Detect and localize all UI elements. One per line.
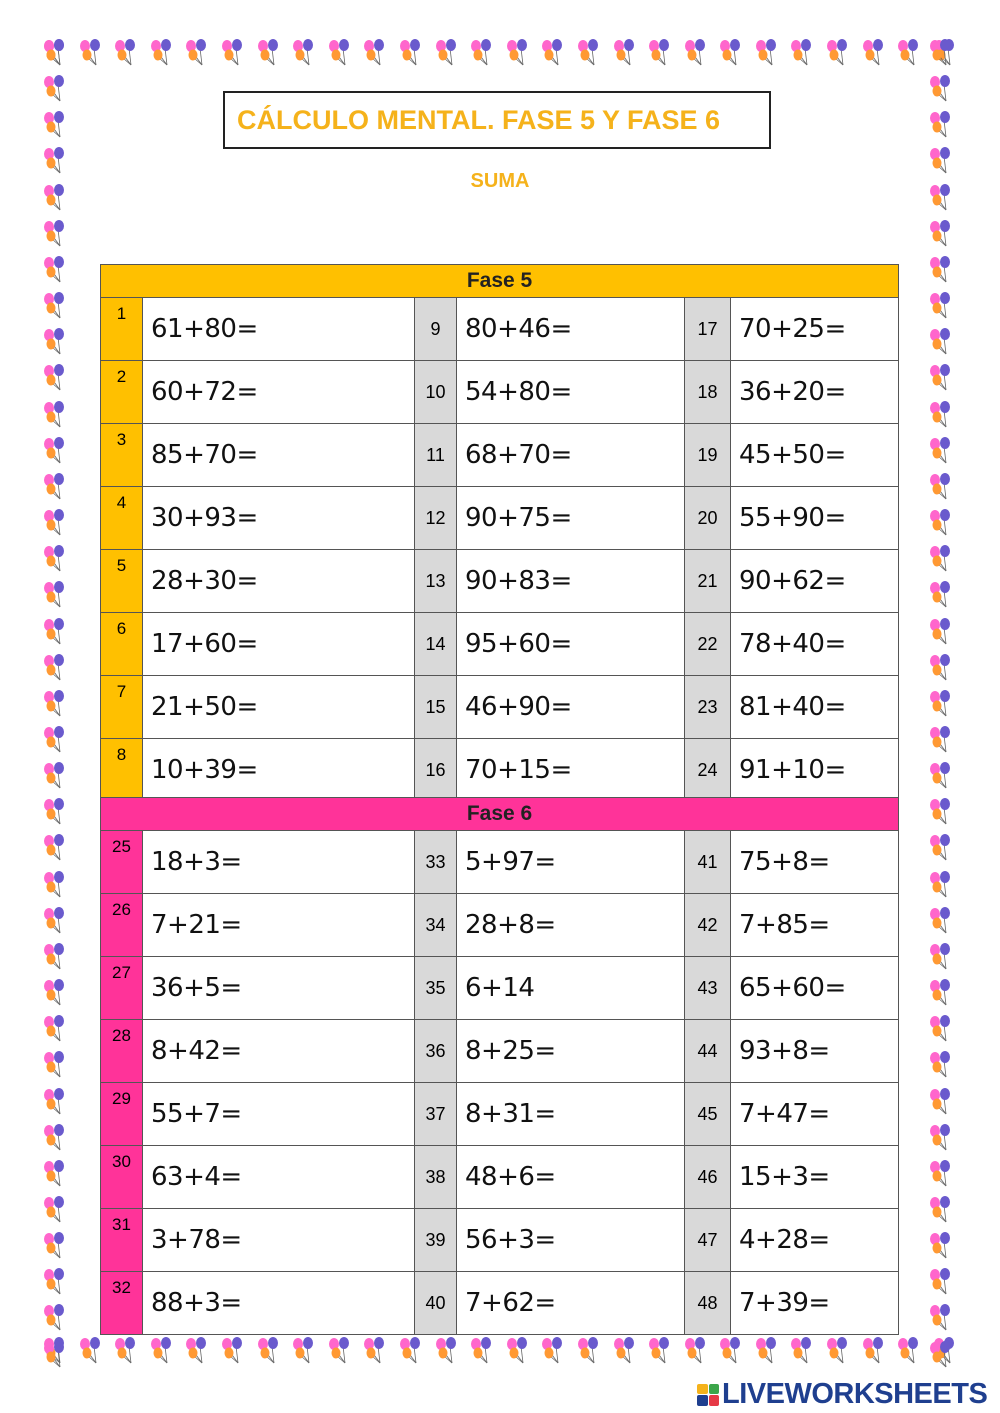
- exercise-operation[interactable]: 78+40=: [731, 613, 899, 676]
- exercise-number: 39: [415, 1209, 457, 1272]
- table-row: [101, 1209, 899, 1272]
- exercise-number: 7: [101, 676, 143, 739]
- exercise-number: 23: [685, 676, 731, 739]
- balloon-icon: [40, 363, 70, 393]
- exercise-number: 16: [415, 739, 457, 802]
- exercise-number: 20: [685, 487, 731, 550]
- exercise-number: 44: [685, 1020, 731, 1083]
- exercise-operation[interactable]: 7+62=: [457, 1272, 685, 1335]
- balloon-icon: [40, 1340, 70, 1370]
- balloon-icon: [325, 1336, 355, 1366]
- exercise-operation[interactable]: 7+21=: [143, 894, 415, 957]
- balloon-icon: [926, 255, 956, 285]
- table-row: [101, 424, 899, 487]
- balloon-icon: [926, 653, 956, 683]
- exercise-operation[interactable]: 55+90=: [731, 487, 899, 550]
- balloon-icon: [40, 1014, 70, 1044]
- exercise-operation[interactable]: 28+8=: [457, 894, 685, 957]
- exercise-operation[interactable]: 68+70=: [457, 424, 685, 487]
- balloon-icon: [503, 38, 533, 68]
- balloon-icon: [396, 1336, 426, 1366]
- exercise-number: 12: [415, 487, 457, 550]
- balloon-icon: [40, 1303, 70, 1333]
- exercise-operation[interactable]: 5+97=: [457, 831, 685, 894]
- table-row: [101, 1146, 899, 1209]
- exercise-number: 5: [101, 550, 143, 613]
- exercise-operation[interactable]: 28+30=: [143, 550, 415, 613]
- balloon-icon: [926, 472, 956, 502]
- exercise-operation[interactable]: 55+7=: [143, 1083, 415, 1146]
- balloon-border-top: [40, 38, 960, 72]
- balloon-icon: [40, 870, 70, 900]
- exercise-operation[interactable]: 6+14: [457, 957, 685, 1020]
- table-row: [101, 1083, 899, 1146]
- balloon-icon: [289, 38, 319, 68]
- exercise-operation[interactable]: 90+62=: [731, 550, 899, 613]
- exercise-operation[interactable]: 60+72=: [143, 361, 415, 424]
- liveworksheets-logo-icon: [697, 1384, 719, 1406]
- exercise-number: 27: [101, 957, 143, 1020]
- exercise-number: 31: [101, 1209, 143, 1272]
- exercise-operation[interactable]: 36+5=: [143, 957, 415, 1020]
- balloon-icon: [574, 38, 604, 68]
- balloon-icon: [716, 38, 746, 68]
- balloon-icon: [40, 689, 70, 719]
- balloon-icon: [926, 1303, 956, 1333]
- exercise-number: 41: [685, 831, 731, 894]
- balloon-icon: [926, 725, 956, 755]
- balloon-icon: [859, 1336, 889, 1366]
- balloon-icon: [396, 38, 426, 68]
- exercise-number: 17: [685, 298, 731, 361]
- balloon-icon: [76, 38, 106, 68]
- table-row: [101, 298, 899, 361]
- balloon-icon: [360, 1336, 390, 1366]
- balloon-icon: [40, 110, 70, 140]
- balloon-icon: [40, 400, 70, 430]
- balloon-icon: [926, 436, 956, 466]
- balloon-icon: [325, 38, 355, 68]
- balloon-icon: [926, 1195, 956, 1225]
- balloon-icon: [40, 219, 70, 249]
- exercise-number: 25: [101, 831, 143, 894]
- exercise-number: 29: [101, 1083, 143, 1146]
- exercise-number: 47: [685, 1209, 731, 1272]
- balloon-icon: [926, 942, 956, 972]
- balloon-icon: [40, 1267, 70, 1297]
- exercise-number: 46: [685, 1146, 731, 1209]
- balloon-icon: [40, 1231, 70, 1261]
- balloon-icon: [681, 1336, 711, 1366]
- balloon-icon: [926, 1123, 956, 1153]
- balloon-icon: [360, 38, 390, 68]
- balloon-icon: [432, 38, 462, 68]
- exercise-operation[interactable]: 88+3=: [143, 1272, 415, 1335]
- exercise-operation[interactable]: 46+90=: [457, 676, 685, 739]
- exercise-operation[interactable]: 75+8=: [731, 831, 899, 894]
- exercise-number: 22: [685, 613, 731, 676]
- table-row: [101, 361, 899, 424]
- exercise-number: 35: [415, 957, 457, 1020]
- balloon-icon: [787, 38, 817, 68]
- exercise-number: 2: [101, 361, 143, 424]
- balloon-icon: [716, 1336, 746, 1366]
- balloon-icon: [823, 38, 853, 68]
- exercise-number: 3: [101, 424, 143, 487]
- balloon-icon: [40, 906, 70, 936]
- exercise-number: 43: [685, 957, 731, 1020]
- exercise-operation[interactable]: 7+39=: [731, 1272, 899, 1335]
- exercise-number: 40: [415, 1272, 457, 1335]
- table-row: [101, 1020, 899, 1083]
- exercise-operation[interactable]: 65+60=: [731, 957, 899, 1020]
- exercise-number: 21: [685, 550, 731, 613]
- table-row: [101, 894, 899, 957]
- balloon-icon: [926, 1231, 956, 1261]
- exercise-number: 32: [101, 1272, 143, 1335]
- balloon-icon: [926, 1267, 956, 1297]
- balloon-icon: [40, 1050, 70, 1080]
- table-row: [101, 1272, 899, 1335]
- balloon-icon: [926, 38, 956, 68]
- balloon-icon: [926, 219, 956, 249]
- balloon-icon: [681, 38, 711, 68]
- balloon-icon: [40, 544, 70, 574]
- exercise-number: 13: [415, 550, 457, 613]
- exercise-number: 19: [685, 424, 731, 487]
- table-row: [101, 613, 899, 676]
- exercise-operation[interactable]: 10+39=: [143, 739, 415, 802]
- exercise-number: 26: [101, 894, 143, 957]
- balloon-icon: [574, 1336, 604, 1366]
- exercise-number: 37: [415, 1083, 457, 1146]
- exercise-operation[interactable]: 17+60=: [143, 613, 415, 676]
- exercise-operation[interactable]: 90+83=: [457, 550, 685, 613]
- balloon-icon: [40, 761, 70, 791]
- balloon-icon: [926, 761, 956, 791]
- balloon-icon: [40, 255, 70, 285]
- exercise-operation[interactable]: 30+93=: [143, 487, 415, 550]
- balloon-icon: [40, 74, 70, 104]
- balloon-icon: [859, 38, 889, 68]
- balloon-icon: [787, 1336, 817, 1366]
- balloon-icon: [218, 38, 248, 68]
- exercise-operation[interactable]: 93+8=: [731, 1020, 899, 1083]
- balloon-icon: [926, 1340, 956, 1370]
- exercise-operation[interactable]: 8+42=: [143, 1020, 415, 1083]
- balloon-border-left: [40, 38, 74, 1370]
- balloon-icon: [926, 580, 956, 610]
- balloon-icon: [926, 327, 956, 357]
- balloon-icon: [40, 327, 70, 357]
- exercise-number: 14: [415, 613, 457, 676]
- balloon-icon: [182, 1336, 212, 1366]
- exercise-operation[interactable]: 8+25=: [457, 1020, 685, 1083]
- balloon-icon: [926, 617, 956, 647]
- exercise-operation[interactable]: 61+80=: [143, 298, 415, 361]
- balloon-icon: [254, 1336, 284, 1366]
- exercise-number: 48: [685, 1272, 731, 1335]
- balloon-icon: [926, 1159, 956, 1189]
- balloon-icon: [926, 74, 956, 104]
- balloon-icon: [752, 1336, 782, 1366]
- balloon-icon: [111, 38, 141, 68]
- balloon-icon: [645, 38, 675, 68]
- exercise-operation[interactable]: 45+50=: [731, 424, 899, 487]
- balloon-icon: [926, 291, 956, 321]
- balloon-icon: [926, 870, 956, 900]
- exercise-number: 36: [415, 1020, 457, 1083]
- balloon-icon: [40, 797, 70, 827]
- exercise-number: 10: [415, 361, 457, 424]
- balloon-icon: [289, 1336, 319, 1366]
- balloon-icon: [926, 1087, 956, 1117]
- exercise-operation[interactable]: 90+75=: [457, 487, 685, 550]
- exercise-operation[interactable]: 80+46=: [457, 298, 685, 361]
- exercise-number: 9: [415, 298, 457, 361]
- fase6-header: Fase 6: [101, 798, 899, 831]
- balloon-icon: [76, 1336, 106, 1366]
- exercise-operation[interactable]: 70+25=: [731, 298, 899, 361]
- balloon-icon: [926, 544, 956, 574]
- exercise-operation[interactable]: 81+40=: [731, 676, 899, 739]
- fase5-table: [100, 264, 899, 802]
- balloon-icon: [926, 1050, 956, 1080]
- exercise-operation[interactable]: 15+3=: [731, 1146, 899, 1209]
- exercise-operation[interactable]: 7+85=: [731, 894, 899, 957]
- balloon-icon: [40, 1123, 70, 1153]
- balloon-icon: [40, 580, 70, 610]
- balloon-icon: [40, 725, 70, 755]
- balloon-icon: [926, 110, 956, 140]
- exercise-number: 11: [415, 424, 457, 487]
- balloon-icon: [610, 1336, 640, 1366]
- fase6-table: [100, 797, 899, 1335]
- exercise-operation[interactable]: 7+47=: [731, 1083, 899, 1146]
- balloon-icon: [40, 508, 70, 538]
- balloon-icon: [40, 653, 70, 683]
- balloon-icon: [926, 363, 956, 393]
- balloon-icon: [926, 833, 956, 863]
- balloon-icon: [182, 38, 212, 68]
- title-box: [223, 91, 771, 149]
- exercise-number: 24: [685, 739, 731, 802]
- balloon-icon: [926, 906, 956, 936]
- table-row: [101, 487, 899, 550]
- balloon-icon: [926, 689, 956, 719]
- balloon-icon: [823, 1336, 853, 1366]
- balloon-icon: [147, 38, 177, 68]
- exercise-number: 28: [101, 1020, 143, 1083]
- balloon-icon: [40, 978, 70, 1008]
- balloon-icon: [503, 1336, 533, 1366]
- table-row: [101, 550, 899, 613]
- exercise-operation[interactable]: 91+10=: [731, 739, 899, 802]
- balloon-icon: [147, 1336, 177, 1366]
- balloon-icon: [40, 1159, 70, 1189]
- balloon-icon: [926, 400, 956, 430]
- balloon-icon: [610, 38, 640, 68]
- balloon-icon: [467, 1336, 497, 1366]
- exercise-operation[interactable]: 8+31=: [457, 1083, 685, 1146]
- balloon-icon: [926, 797, 956, 827]
- exercise-number: 18: [685, 361, 731, 424]
- exercise-operation[interactable]: 4+28=: [731, 1209, 899, 1272]
- balloon-icon: [894, 1336, 924, 1366]
- fase5-header: Fase 5: [101, 265, 899, 298]
- exercise-operation[interactable]: 21+50=: [143, 676, 415, 739]
- logo-text: LIVEWORKSHEETS: [722, 1378, 988, 1410]
- exercise-operation[interactable]: 3+78=: [143, 1209, 415, 1272]
- balloon-icon: [40, 1087, 70, 1117]
- exercise-operation[interactable]: 95+60=: [457, 613, 685, 676]
- exercise-number: 30: [101, 1146, 143, 1209]
- balloon-icon: [538, 38, 568, 68]
- balloon-icon: [645, 1336, 675, 1366]
- balloon-icon: [752, 38, 782, 68]
- exercise-operation[interactable]: 48+6=: [457, 1146, 685, 1209]
- balloon-icon: [111, 1336, 141, 1366]
- balloon-icon: [894, 38, 924, 68]
- balloon-icon: [40, 942, 70, 972]
- page-title: CÁLCULO MENTAL. FASE 5 Y FASE 6: [237, 104, 721, 135]
- balloon-icon: [926, 1014, 956, 1044]
- exercise-operation[interactable]: 63+4=: [143, 1146, 415, 1209]
- page-subtitle: SUMA: [470, 170, 530, 192]
- balloon-icon: [218, 1336, 248, 1366]
- table-row: [101, 831, 899, 894]
- exercise-number: 4: [101, 487, 143, 550]
- balloon-border-bottom: [40, 1336, 960, 1370]
- exercise-number: 45: [685, 1083, 731, 1146]
- exercise-number: 38: [415, 1146, 457, 1209]
- exercise-number: 15: [415, 676, 457, 739]
- exercise-operation[interactable]: 85+70=: [143, 424, 415, 487]
- exercise-number: 6: [101, 613, 143, 676]
- balloon-icon: [40, 472, 70, 502]
- balloon-icon: [254, 38, 284, 68]
- balloon-icon: [40, 38, 70, 68]
- balloon-icon: [40, 1195, 70, 1225]
- exercise-operation[interactable]: 54+80=: [457, 361, 685, 424]
- balloon-icon: [926, 978, 956, 1008]
- table-row: [101, 739, 899, 802]
- liveworksheets-logo[interactable]: [697, 1378, 987, 1411]
- exercise-operation[interactable]: 56+3=: [457, 1209, 685, 1272]
- balloon-icon: [467, 38, 497, 68]
- balloon-icon: [40, 617, 70, 647]
- balloon-icon: [926, 508, 956, 538]
- exercise-number: 42: [685, 894, 731, 957]
- exercise-operation[interactable]: 18+3=: [143, 831, 415, 894]
- exercise-number: 34: [415, 894, 457, 957]
- table-row: [101, 957, 899, 1020]
- exercise-number: 1: [101, 298, 143, 361]
- balloon-icon: [40, 291, 70, 321]
- table-row: [101, 676, 899, 739]
- exercise-number: 33: [415, 831, 457, 894]
- exercise-operation[interactable]: 36+20=: [731, 361, 899, 424]
- balloon-border-right: [926, 38, 960, 1370]
- balloon-icon: [40, 833, 70, 863]
- exercise-operation[interactable]: 70+15=: [457, 739, 685, 802]
- balloon-icon: [40, 436, 70, 466]
- balloon-icon: [538, 1336, 568, 1366]
- balloon-icon: [432, 1336, 462, 1366]
- exercise-number: 8: [101, 739, 143, 802]
